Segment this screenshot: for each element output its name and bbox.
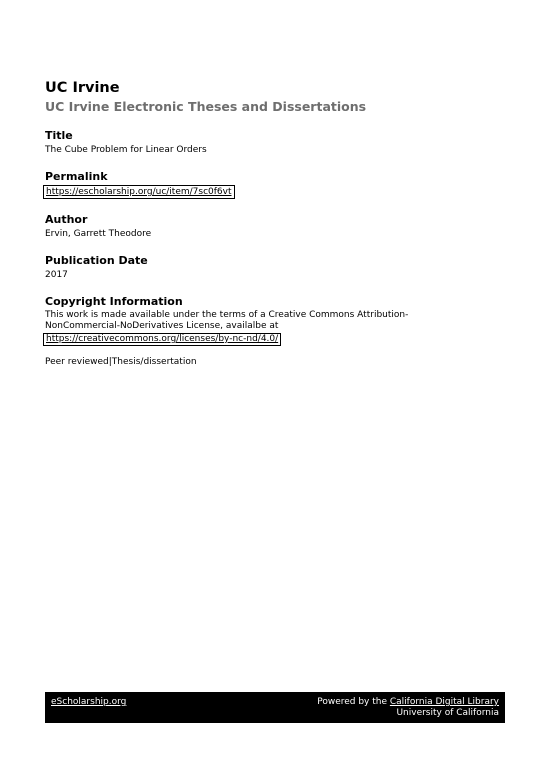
title-label: Title (45, 129, 73, 142)
university-name: University of California (396, 708, 499, 718)
cdl-link[interactable]: California Digital Library (389, 697, 499, 707)
copyright-line-1: This work is made available under the terms of a Creative Commons Attribution- (45, 310, 409, 320)
copyright-line-2: NonCommercial-NoDerivatives License, availalbe at (45, 321, 279, 331)
escholarship-link[interactable]: eScholarship.org (51, 697, 127, 707)
publication-date-label: Publication Date (45, 254, 148, 267)
record-page (45, 80, 505, 368)
institution-name: UC Irvine (45, 80, 120, 96)
publication-date-value: 2017 (45, 270, 68, 280)
footer-credits (317, 697, 499, 719)
powered-by-text: Powered by the (317, 697, 390, 707)
copyright-label: Copyright Information (45, 295, 183, 308)
peer-review-status: Peer reviewed|Thesis/dissertation (45, 357, 197, 367)
footer-bar (45, 692, 505, 723)
author-value: Ervin, Garrett Theodore (45, 229, 152, 239)
author-label: Author (45, 213, 88, 226)
license-link[interactable]: https://creativecommons.org/licenses/by-nc-nd/4.0/ (43, 333, 281, 346)
permalink-link[interactable]: https://escholarship.org/uc/item/7sc0f6vt (43, 185, 235, 199)
copyright-text (45, 310, 505, 346)
title-value: The Cube Problem for Linear Orders (45, 145, 207, 155)
series-name: UC Irvine Electronic Theses and Dissertations (45, 99, 367, 114)
permalink-label: Permalink (45, 170, 108, 183)
